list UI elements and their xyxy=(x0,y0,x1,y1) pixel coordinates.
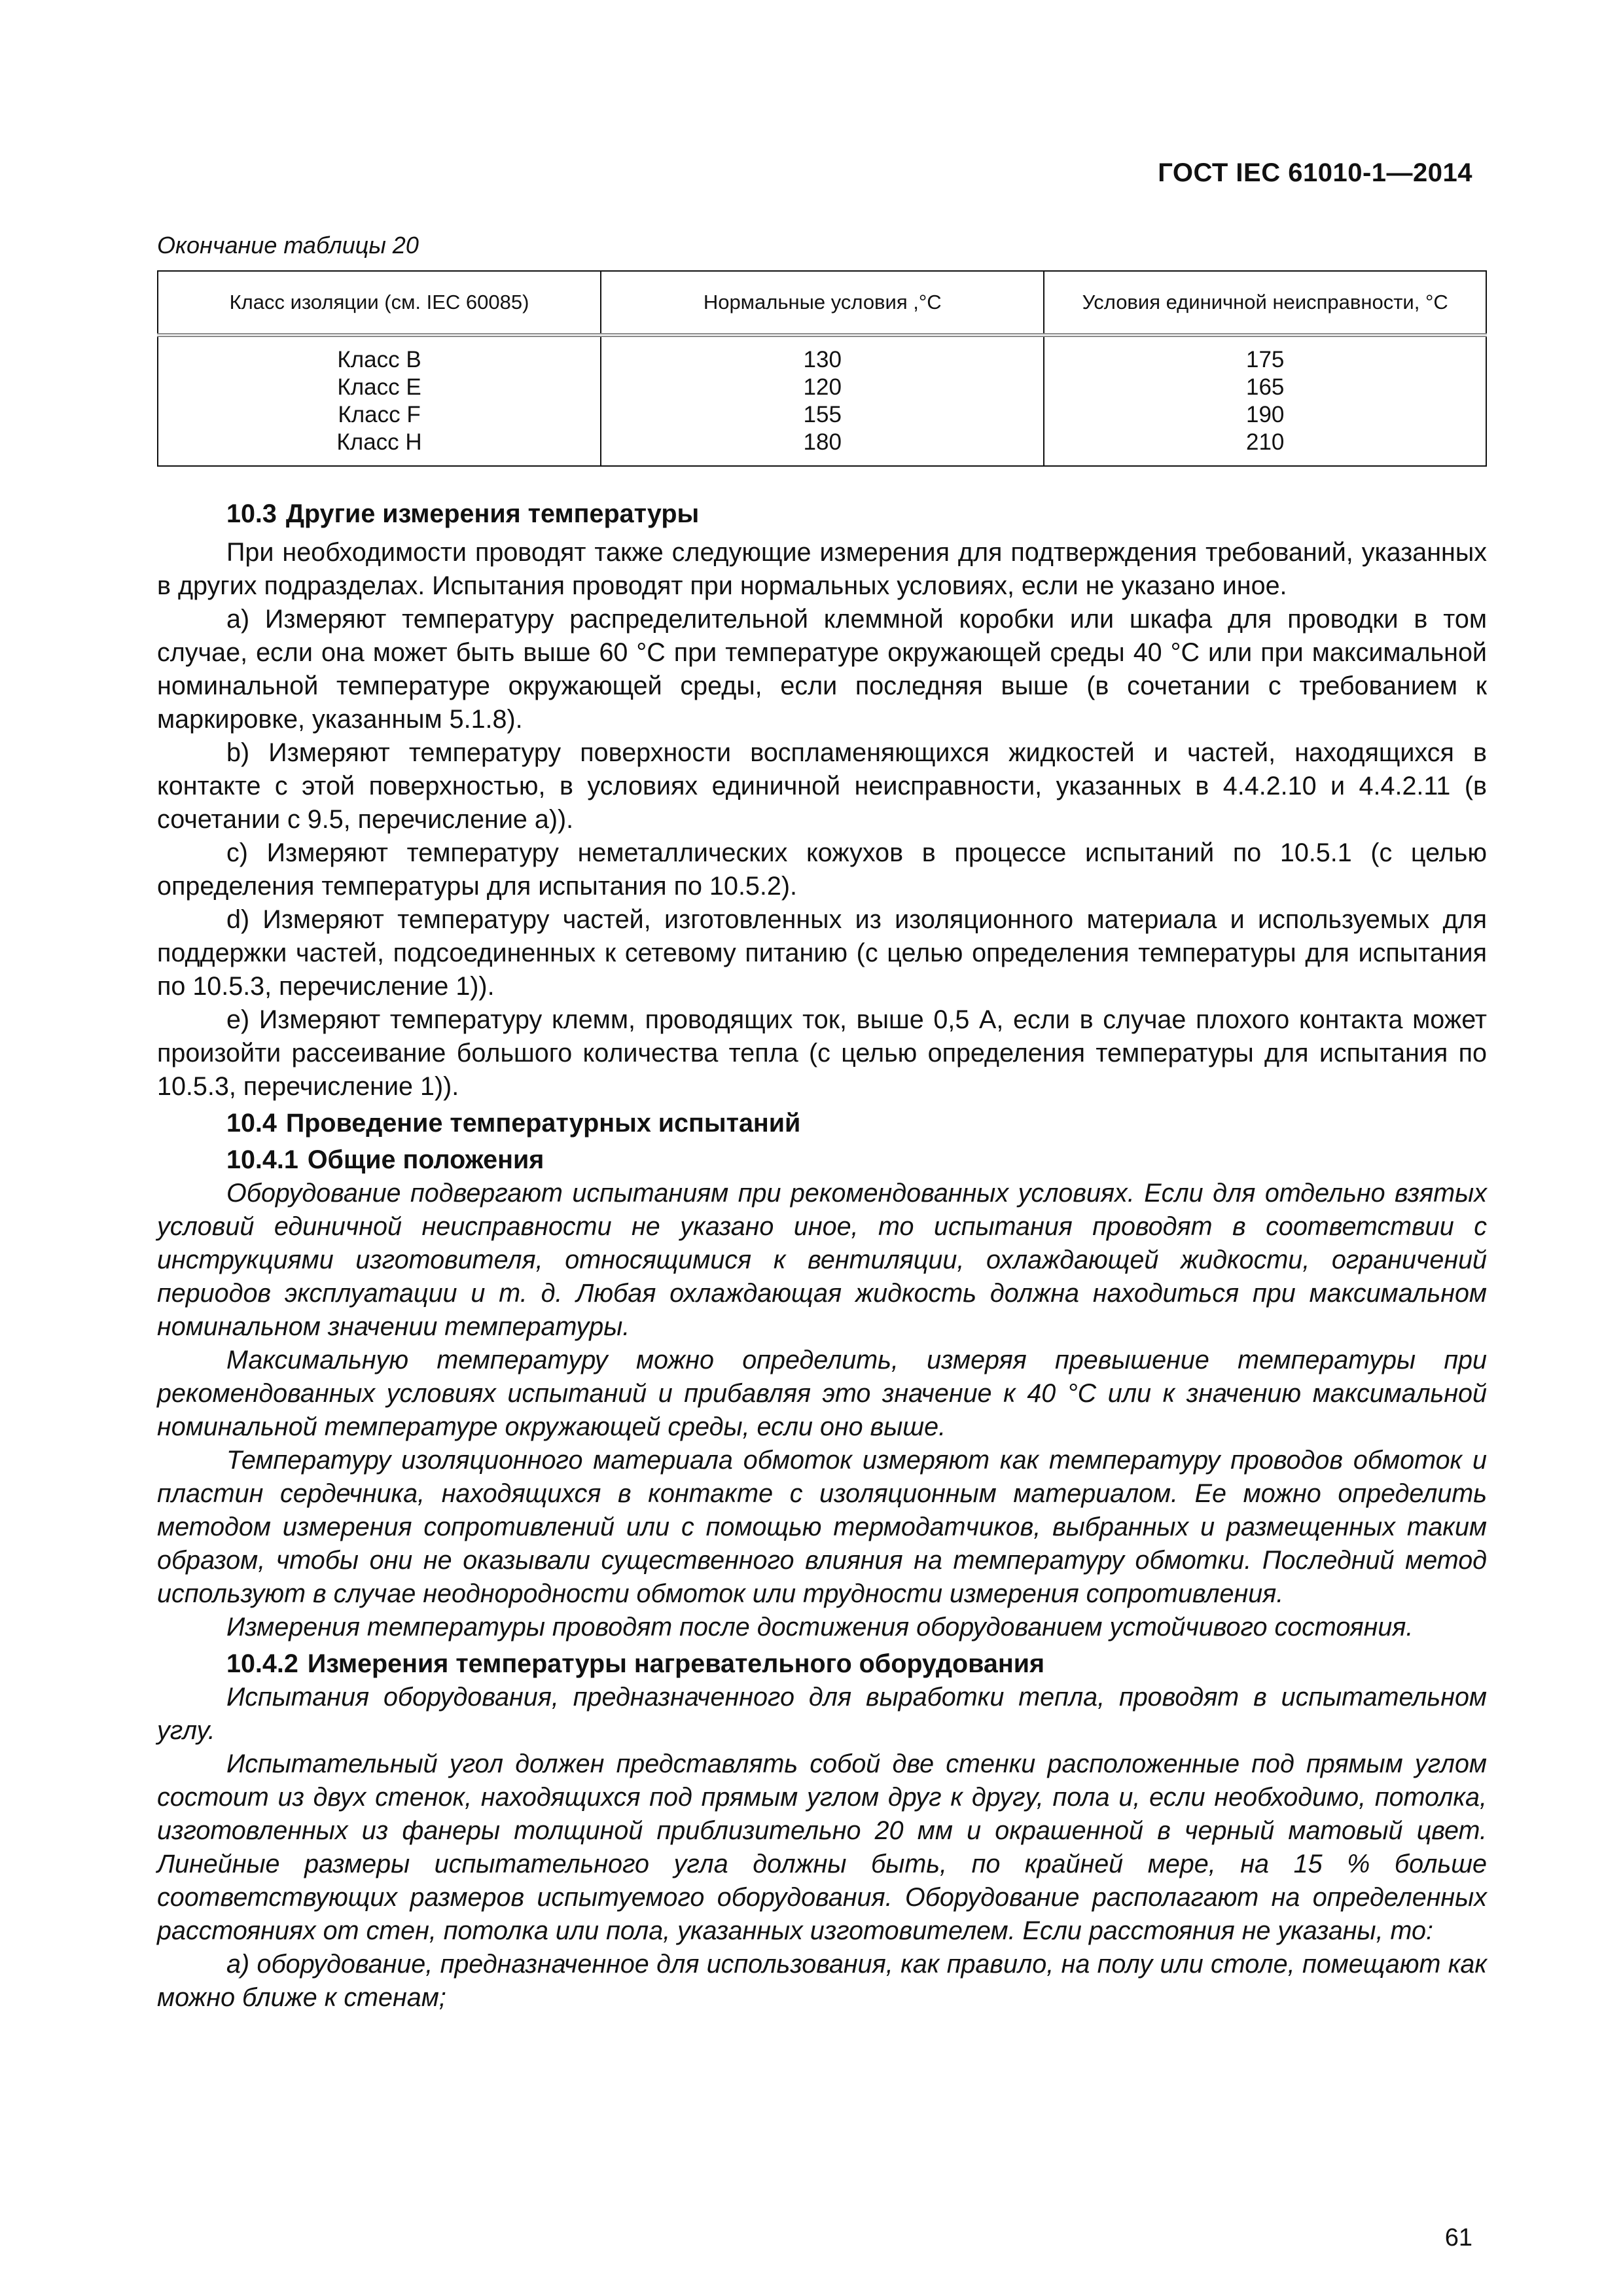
table-cell: 120 xyxy=(803,374,842,400)
paragraph: Температуру изоляционного материала обмоток измеряют как температуру проводов обмоток и пластин сердечника, находящихся в контакте с изоляционным материалом. Ее можно определить методом измерения сопротивлений или с помощью термодатчиков, выбранных и размещенных таким образом, чтобы они не оказывали существенного влияния на температуру обмотки. Последний метод используют в случае неоднородности обмоток или трудности измерения сопротивления. xyxy=(157,1446,1487,1608)
list-item: d) Измеряют температуру частей, изготовленных из изоляционного материала и используемых для поддержки частей, подсоединенных к сетевому питанию (с целью определения температуры для испытания по 10.5.3, перечисление 1)). xyxy=(157,905,1487,1001)
document-header: ГОСТ IEC 61010-1—2014 xyxy=(1158,158,1472,187)
section-heading-10-4-1 xyxy=(157,1143,1487,1177)
table-row xyxy=(158,335,1486,466)
page-number: 61 xyxy=(1444,2224,1472,2251)
section-title: Общие положения xyxy=(307,1145,544,1174)
table-cell-normal xyxy=(601,335,1044,466)
table-cell: 175 xyxy=(1246,347,1285,372)
section-number: 10.3 xyxy=(226,499,277,528)
table-cell: 180 xyxy=(803,429,842,455)
table-header-normal-conditions: Нормальные условия ,°С xyxy=(601,271,1044,335)
table-cell: 190 xyxy=(1246,402,1285,427)
table-header-row xyxy=(158,271,1486,335)
section-title: Измерения температуры нагревательного оборудования xyxy=(307,1649,1045,1678)
paragraph: Максимальную температуру можно определить, измеряя превышение температуры при рекомендованных условиях испытаний и прибавляя это значение к 40 °С или к значению максимальной номинальной температуре окружающей среды, если оно выше. xyxy=(157,1346,1487,1441)
list-item: b) Измеряют температуру поверхности воспламеняющихся жидкостей и частей, находящихся в контакте с этой поверхностью, в условиях единичной неисправности, указанных в 4.4.2.10 и 4.4.2.11 (в сочетании с 9.5, перечисление а)). xyxy=(157,738,1487,834)
paragraph: Измерения температуры проводят после достижения оборудованием устойчивого состояния. xyxy=(226,1613,1414,1641)
table-cell-fault xyxy=(1044,335,1486,466)
section-heading-10-4 xyxy=(157,1107,1487,1140)
section-title: Проведение температурных испытаний xyxy=(285,1109,801,1138)
section-title: Другие измерения температуры xyxy=(285,499,700,528)
table-header-insulation-class: Класс изоляции (см. IEC 60085) xyxy=(158,271,601,335)
section-heading-10-4-2 xyxy=(157,1647,1487,1681)
table-cell: Класс Е xyxy=(337,374,421,400)
section-number: 10.4.1 xyxy=(226,1145,298,1174)
table-cell-classes xyxy=(158,335,601,466)
paragraph: При необходимости проводят также следующие измерения для подтверждения требований, указанных в других подразделах. Испытания проводят при нормальных условиях, если не указано иное. xyxy=(157,538,1487,600)
table-cell: Класс Н xyxy=(336,429,422,455)
section-heading-10-3 xyxy=(157,497,1487,531)
list-item: а) оборудование, предназначенное для использования, как правило, на полу или столе, помещают как можно ближе к стенам; xyxy=(157,1950,1487,2012)
paragraph: Оборудование подвергают испытаниям при рекомендованных условиях. Если для отдельно взятых условий единичной неисправности не указано иное, то испытания проводят в соответствии с инструкциями изготовителя, относящимися к вентиляции, охлаждающей жидкости, ограничений периодов эксплуатации и т. д. Любая охлаждающая жидкость должна находиться при максимальном номинальном значении температуры. xyxy=(157,1179,1487,1341)
list-item: е) Измеряют температуру клемм, проводящих ток, выше 0,5 А, если в случае плохого контакта может произойти рассеивание большого количества тепла (с целью определения температуры для испытания по 10.5.3, перечисление 1)). xyxy=(157,1005,1487,1101)
paragraph: Испытательный угол должен представлять собой две стенки расположенные под прямым углом состоит из двух стенок, находящихся под прямым углом друг к другу, пола и, если необходимо, потолка, изготовленных из фанеры толщиной приблизительно 20 мм и окрашенной в черный матовый цвет. Линейные размеры испытательного угла должны быть, по крайней мере, на 15 % больше соответствующих размеров испытуемого оборудования. Оборудование располагают на определенных расстояниях от стен, потолка или пола, указанных изготовителем. Если расстояния не указаны, то: xyxy=(157,1749,1487,1945)
list-item: а) Измеряют температуру распределительной клеммной коробки или шкафа для проводки в том случае, если она может быть выше 60 °С при температуре окружающей среды 40 °С или при максимальной номинальной температуре окружающей среды, если последняя выше (в сочетании с требованием к маркировке, указанным 5.1.8). xyxy=(157,605,1487,734)
table-cell: 155 xyxy=(803,402,842,427)
section-number: 10.4.2 xyxy=(226,1649,298,1678)
table-cell: 130 xyxy=(803,347,842,372)
table-cell: Класс В xyxy=(337,347,421,372)
table-cell: 210 xyxy=(1246,429,1285,455)
paragraph: Испытания оборудования, предназначенного для выработки тепла, проводят в испытательном углу. xyxy=(157,1683,1487,1745)
table-cell: Класс F xyxy=(338,402,421,427)
document-body xyxy=(157,497,1487,2015)
insulation-class-table xyxy=(157,270,1487,467)
section-number: 10.4 xyxy=(226,1109,277,1138)
list-item: с) Измеряют температуру неметаллических кожухов в процессе испытаний по 10.5.1 (с целью определения температуры для испытания по 10.5.2). xyxy=(157,838,1487,901)
table-cell: 165 xyxy=(1246,374,1285,400)
table-header-single-fault: Условия единичной неисправности, °С xyxy=(1044,271,1486,335)
table-caption: Окончание таблицы 20 xyxy=(157,232,419,259)
